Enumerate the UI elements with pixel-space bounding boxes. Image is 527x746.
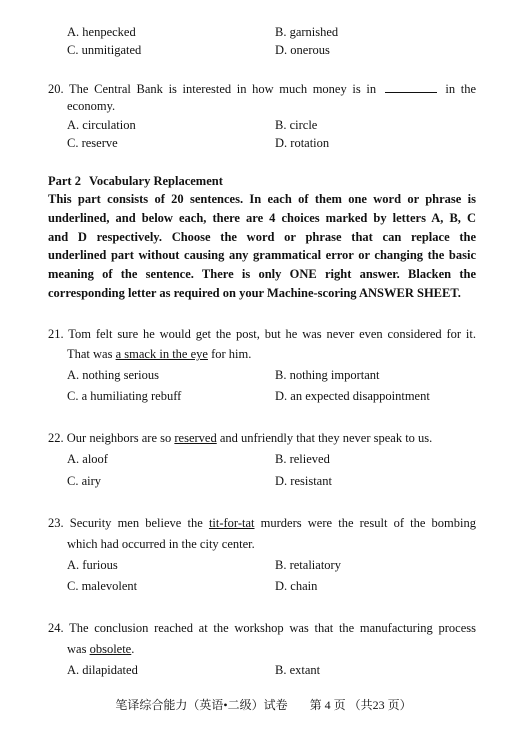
part2-instruction-line: underlined, and below each, there are 4 choices marked by letters A, B, C xyxy=(48,211,476,225)
q20-stem-text: 20. The Central Bank is interested in how much money is in xyxy=(48,82,377,96)
q20-option-c: C. reserve xyxy=(67,136,118,150)
part2-instruction-line: and D respectively. Choose the word or phrase that can replace the xyxy=(48,230,476,244)
q23-option-b: B. retaliatory xyxy=(275,558,341,572)
q21-underlined-phrase: a smack in the eye xyxy=(115,347,208,361)
q22-stem-text-after: and unfriendly that they never speak to us. xyxy=(219,431,433,445)
footer-page-number: 第 4 页 （共23 页） xyxy=(309,698,412,712)
q20-option-d: D. rotation xyxy=(275,136,330,150)
part2-instruction-line: underlined part without causing any grammatical error or changing the basic xyxy=(48,248,476,262)
part2-instruction-line: corresponding letter as required on your Machine-scoring ANSWER SHEET. xyxy=(48,286,461,300)
q22-option-c: C. airy xyxy=(67,474,102,488)
q24-stem-line2 xyxy=(67,643,134,656)
q19-option-c: C. unmitigated xyxy=(67,43,142,57)
q24-stem-line1: 24. The conclusion reached at the workshop was that the manufacturing process xyxy=(48,621,476,635)
q24-stem-period: . xyxy=(131,642,135,656)
q19-option-d: D. onerous xyxy=(275,43,330,57)
q23-stem-line2: which had occurred in the city center. xyxy=(67,537,255,551)
q23-option-d: D. chain xyxy=(275,579,318,593)
q21-option-d: D. an expected disappointment xyxy=(275,389,430,403)
q22-stem-text: 22. Our neighbors are so xyxy=(48,431,172,445)
page-footer xyxy=(0,699,527,711)
q20-stem-line2: economy. xyxy=(67,99,116,113)
q20-answer-blank xyxy=(385,82,437,93)
q23-underlined-phrase: tit-for-tat xyxy=(208,516,255,530)
part2-title: Vocabulary Replacement xyxy=(88,174,223,188)
q22-option-a: A. aloof xyxy=(67,452,108,466)
q24-option-a: A. dilapidated xyxy=(67,663,138,677)
q24-stem-text: was xyxy=(67,642,87,656)
q21-stem-text-after: for him. xyxy=(211,347,252,361)
q21-stem-text: That was xyxy=(67,347,113,361)
q23-stem-line1 xyxy=(48,517,476,530)
q22-option-d: D. resistant xyxy=(275,474,332,488)
q22-option-b: B. relieved xyxy=(275,452,330,466)
q23-stem-text: 23. Security men believe the xyxy=(48,516,203,530)
q21-stem-line2 xyxy=(67,348,251,361)
q21-option-b: B. nothing important xyxy=(275,368,380,382)
q24-option-b: B. extant xyxy=(275,663,321,677)
q23-option-a: A. furious xyxy=(67,558,118,572)
part2-heading xyxy=(48,175,223,188)
q20-stem-line1 xyxy=(48,82,476,96)
q24-underlined-word: obsolete xyxy=(89,642,132,656)
footer-exam-title: 笔译综合能力（英语•二级）试卷 xyxy=(115,698,288,712)
q19-option-b: B. garnished xyxy=(275,25,339,39)
q21-option-a: A. nothing serious xyxy=(67,368,160,382)
q22-underlined-word: reserved xyxy=(174,431,217,445)
q23-option-c: C. malevolent xyxy=(67,579,138,593)
part2-label: Part 2 xyxy=(48,174,81,188)
q20-option-b: B. circle xyxy=(275,118,318,132)
q19-option-a: A. henpecked xyxy=(67,25,136,39)
q23-stem-text-after: murders were the result of the bombing xyxy=(260,516,477,530)
q21-option-c: C. a humiliating rebuff xyxy=(67,389,182,403)
q21-stem-line1: 21. Tom felt sure he would get the post, but he was never even considered for it. xyxy=(48,327,476,341)
q20-stem-text-after: in the xyxy=(445,82,476,96)
q22-stem xyxy=(48,432,432,445)
q20-option-a: A. circulation xyxy=(67,118,136,132)
part2-instruction-line: meaning of the sentence. There is only ONE right answer. Blacken the xyxy=(48,267,476,281)
part2-instruction-line: This part consists of 20 sentences. In each of them one word or phrase is xyxy=(48,192,476,206)
